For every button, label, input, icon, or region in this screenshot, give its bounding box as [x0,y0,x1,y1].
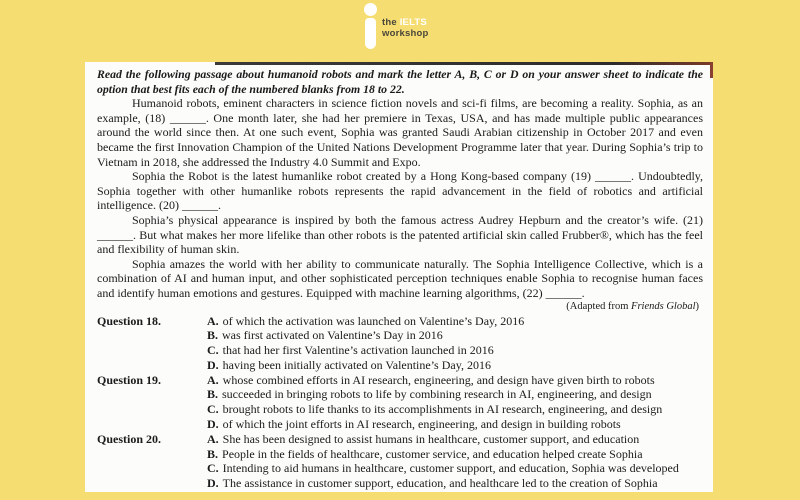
option-text: of which the activation was launched on Valentine’s Day, 2016 [222,313,525,328]
question-19-option-c [207,402,703,417]
logo-text [382,18,428,49]
logo-i-stem [365,18,376,49]
question-18-option-a [207,314,703,329]
passage-paragraph-4: Sophia amazes the world with her ability to communicate naturally. The Sophia Intelligence Collective, which is a combination of AI and human input, and other sophisticated perception techniques enable Sophia to recognise human faces and identify human emotions and gestures. Equipped with machine learning algorithms, (22) ______. [97,256,703,300]
question-20 [97,432,703,491]
question-19-option-b [207,387,703,402]
question-19-options [207,373,703,432]
question-19 [97,373,703,432]
logo-i-dot [364,3,377,16]
passage-paragraph-3: Sophia’s physical appearance is inspired by both the famous actress Audrey Hepburn and the creator’s wife. (21) ______. But what makes her more lifelike than other robots is the patented artificial skin called Frubber®, which has the feel and flexibility of human skin. [97,212,703,257]
ielts-workshop-logo [361,3,428,49]
option-text: brought robots to life thanks to its accomplishments in AI research, engineering, and design [222,402,663,417]
source-attribution [97,301,699,313]
option-text: The assistance in customer support, education, and healthcare led to the creation of Sophia [222,476,658,491]
question-20-option-a [207,432,703,447]
document-page [85,62,713,492]
question-18-option-c [207,343,703,358]
scan-artifact-right-edge [710,62,713,78]
option-text: She has been designed to assist humans in healthcare, customer support, and education [222,431,640,446]
question-20-options [207,432,703,491]
question-20-option-d [207,476,703,491]
option-letter: C. [207,402,219,417]
logo-word-workshop: workshop [382,27,429,39]
option-letter: B. [207,387,219,402]
instruction-text: Read the following passage about humanoid robots and mark the letter A, B, C or D on your answer sheet to indicate the option that best fits each of the numbered blanks from 18 to 22. [97,67,703,96]
option-letter: A. [207,372,219,387]
option-text: having been initially activated on Valentine’s Day, 2016 [222,357,491,372]
option-text: Intending to aid humans in healthcare, customer support, and education, Sophia was developed [222,461,679,476]
option-letter: C. [207,461,219,476]
question-20-option-b [207,447,703,462]
source-title: Friends Global [631,300,696,312]
question-18-option-d [207,358,703,373]
option-letter: A. [207,313,219,328]
option-text: People in the fields of healthcare, customer service, and education helped create Sophia [222,446,643,461]
question-19-option-d [207,417,703,432]
option-letter: D. [207,417,219,432]
option-letter: D. [207,476,219,491]
question-19-option-a [207,373,703,388]
passage-paragraph-2: Sophia the Robot is the latest humanlike robot created by a Hong Kong-based company (19) ______. Undoubtedly, Sophia together with other humanlike robots represents the rapid advancement in the field of robotics and artificial intelligence. (20) ______. [97,169,703,213]
option-letter: B. [207,446,219,461]
question-18 [97,314,703,373]
question-19-label: Question 19. [97,372,162,387]
question-18-options [207,314,703,373]
question-20-option-c [207,461,703,476]
logo-word-the: the [382,17,397,28]
option-letter: A. [207,431,219,446]
logo-word-ielts: IELTS [399,17,427,28]
source-suffix: ) [695,300,699,312]
option-text: that had her first Valentine’s activation launched in 2016 [222,343,494,358]
source-prefix: (Adapted from [566,300,632,312]
option-letter: B. [207,328,219,343]
passage-paragraph-1: Humanoid robots, eminent characters in science fiction novels and sci-fi films, are becoming a reality. Sophia, as an example, (18) ______. One month later, she had her premiere in Texas, USA, and has made multiple public appearances around the world since then. At one such event, Sophia was granted Saudi Arabian citizenship in October 2017 and even became the first Innovation Champion of the United Nations Development Programme later that year. During Sophia’s trip to Vietnam in 2018, she addressed the Industry 4.0 Summit and Expo. [97,96,703,169]
option-text: succeeded in bringing robots to life by combining research in AI, engineering, and design [222,387,652,402]
logo-i-icon [361,3,377,49]
scan-artifact-top [215,62,713,65]
option-text: whose combined efforts in AI research, engineering, and design have given birth to robots [222,372,655,387]
option-letter: C. [207,343,219,358]
option-text: of which the joint efforts in AI research, engineering, and design in building robots [222,417,621,432]
option-text: was first activated on Valentine’s Day in 2016 [222,328,443,343]
question-18-label: Question 18. [97,313,162,328]
question-18-option-b [207,328,703,343]
option-letter: D. [207,357,219,372]
question-20-label: Question 20. [97,431,162,446]
